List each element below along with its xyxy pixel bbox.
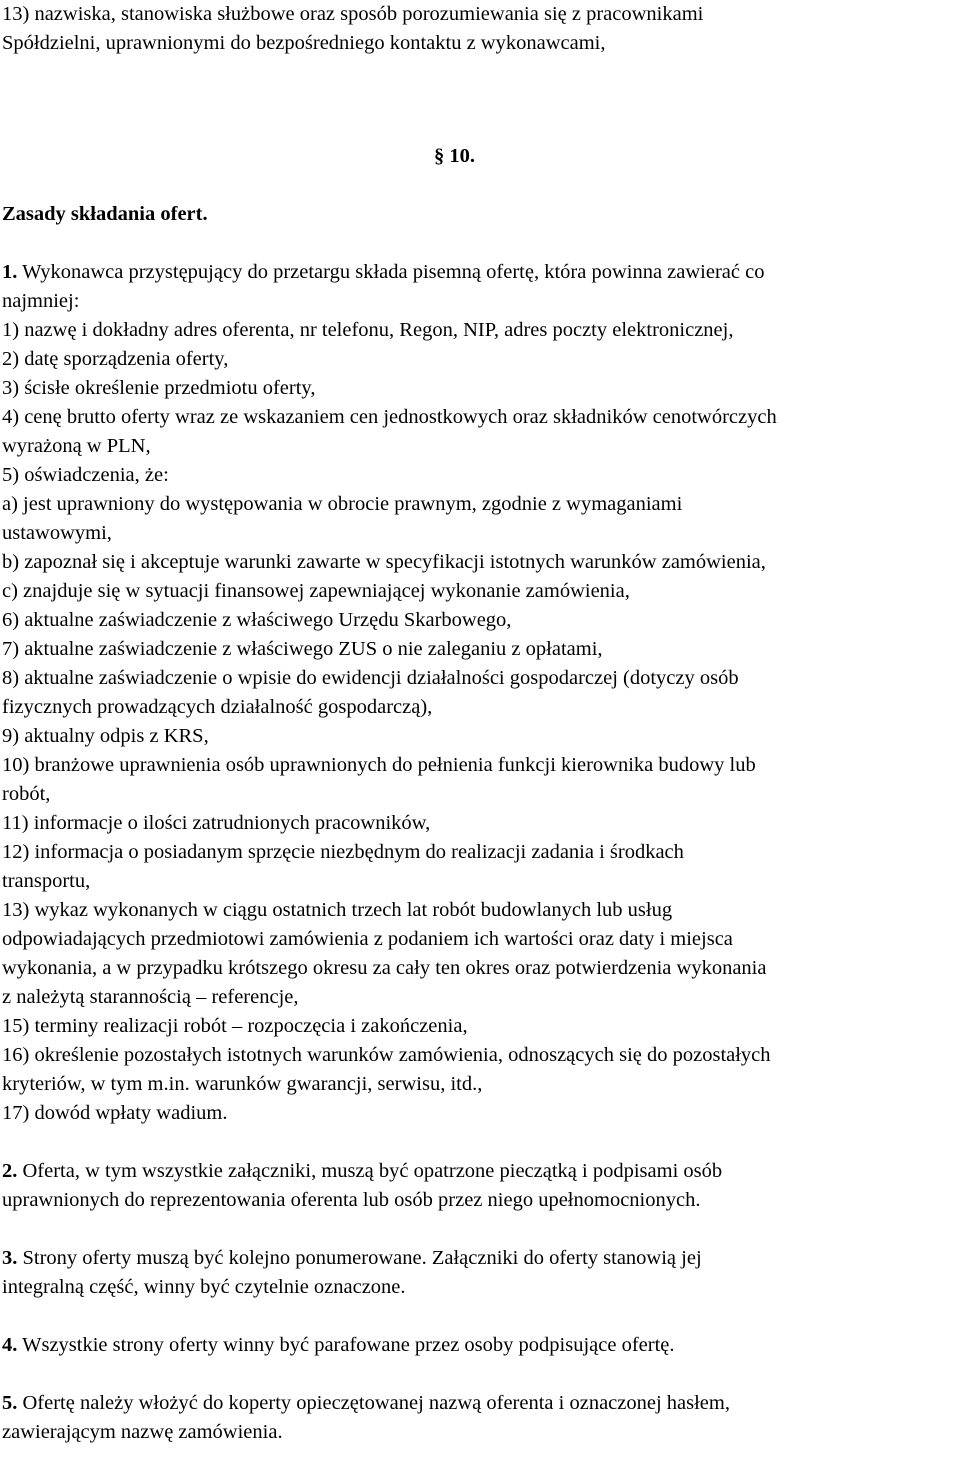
paragraph-line (2, 548, 958, 577)
paragraph-text: odpowiadających przedmiotowi zamówienia z podaniem ich wartości oraz daty i miejsca (2, 928, 733, 950)
paragraph-line (2, 925, 958, 954)
paragraph-line (2, 722, 958, 751)
paragraph-line (2, 1041, 958, 1070)
paragraph-text: zawierającym nazwę zamówienia. (2, 1421, 283, 1443)
paragraph-line (2, 1099, 958, 1128)
paragraph-line (2, 316, 958, 345)
paragraph-text: 7) aktualne zaświadczenie z właściwego ZUS o nie zaleganiu z opłatami, (2, 638, 603, 660)
paragraph-line (2, 258, 958, 287)
paragraph-text: wykonania, a w przypadku krótszego okresu za cały ten okres oraz potwierdzenia wykonania (2, 957, 767, 979)
paragraph-text: Strony oferty muszą być kolejno ponumerowane. Załączniki do oferty stanowią jej (17, 1247, 702, 1269)
paragraph-3 (2, 1244, 958, 1302)
paragraph-1 (2, 258, 958, 1128)
paragraph-text: robót, (2, 783, 51, 805)
paragraph-text: 13) wykaz wykonanych w ciągu ostatnich trzech lat robót budowlanych lub usług (2, 899, 673, 921)
paragraph-text: uprawnionych do reprezentowania oferenta lub osób przez niego upełnomocnionych. (2, 1189, 701, 1211)
paragraph-line (2, 751, 958, 780)
paragraph-text: 17) dowód wpłaty wadium. (2, 1102, 228, 1124)
paragraph-text: fizycznych prowadzących działalność gospodarczą), (2, 696, 433, 718)
paragraph-text: 11) informacje o ilości zatrudnionych pracowników, (2, 812, 431, 834)
paragraph-line (2, 867, 958, 896)
paragraph-text: integralną część, winny być czytelnie oznaczone. (2, 1276, 406, 1298)
paragraph-line (2, 1389, 958, 1418)
paragraph-5 (2, 1389, 958, 1447)
paragraph-line (2, 635, 958, 664)
paragraph-line (2, 1418, 958, 1447)
paragraph-text: kryteriów, w tym m.in. warunków gwarancji, serwisu, itd., (2, 1073, 483, 1095)
paragraph-text: 6) aktualne zaświadczenie z właściwego Urzędu Skarbowego, (2, 609, 512, 631)
paragraph-number: 1. (2, 261, 18, 283)
paragraph-line (2, 1186, 958, 1215)
paragraph-number: 3. (2, 1247, 18, 1269)
paragraph-line (2, 1273, 958, 1302)
paragraph-line (2, 1244, 958, 1273)
paragraph-text: 15) terminy realizacji robót – rozpoczęcia i zakończenia, (2, 1015, 468, 1037)
paragraph-line (2, 403, 958, 432)
intro-line: Spółdzielni, uprawnionymi do bezpośredniego kontaktu z wykonawcami, (2, 32, 606, 54)
paragraph-line (2, 1331, 958, 1360)
paragraph-text: 9) aktualny odpis z KRS, (2, 725, 209, 747)
paragraph-text: a) jest uprawniony do występowania w obrocie prawnym, zgodnie z wymaganiami (2, 493, 683, 515)
paragraph-line (2, 345, 958, 374)
paragraph-2 (2, 1157, 958, 1215)
paragraph-text: 4) cenę brutto oferty wraz ze wskazaniem cen jednostkowych oraz składników cenotwórczych (2, 406, 777, 428)
paragraph-text: Wszystkie strony oferty winny być parafowane przez osoby podpisujące ofertę. (17, 1334, 675, 1356)
paragraph-text: Wykonawca przystępujący do przetargu składa pisemną ofertę, która powinna zawierać co (17, 261, 765, 283)
paragraph-line (2, 954, 958, 983)
paragraph-line (2, 461, 958, 490)
paragraph-text: Ofertę należy włożyć do koperty opieczętowanej nazwą oferenta i oznaczonej hasłem, (17, 1392, 730, 1414)
paragraph-line (2, 374, 958, 403)
paragraph-text: 10) branżowe uprawnienia osób uprawnionych do pełnienia funkcji kierownika budowy lub (2, 754, 756, 776)
paragraph-line (2, 577, 958, 606)
paragraph-line (2, 432, 958, 461)
paragraph-text: 12) informacja o posiadanym sprzęcie niezbędnym do realizacji zadania i środkach (2, 841, 684, 863)
paragraph-line (2, 287, 958, 316)
paragraph-text: 2) datę sporządzenia oferty, (2, 348, 229, 370)
paragraph-text: 5) oświadczenia, że: (2, 464, 169, 486)
paragraph-text: c) znajduje się w sytuacji finansowej zapewniającej wykonanie zamówienia, (2, 580, 630, 602)
paragraph-line (2, 606, 958, 635)
paragraph-number: 5. (2, 1392, 18, 1414)
paragraph-list (2, 258, 958, 1476)
paragraph-text: b) zapoznał się i akceptuje warunki zawarte w specyfikacji istotnych warunków zamówienia, (2, 551, 766, 573)
paragraph-line (2, 490, 958, 519)
paragraph-text: najmniej: (2, 290, 80, 312)
paragraph-text: transportu, (2, 870, 91, 892)
paragraph-number: 2. (2, 1160, 18, 1182)
paragraph-line (2, 1157, 958, 1186)
paragraph-text: z należytą starannością – referencje, (2, 986, 299, 1008)
section-number: § 10. (434, 145, 475, 167)
intro-line: 13) nazwiska, stanowiska służbowe oraz sposób porozumiewania się z pracownikami (2, 3, 704, 25)
paragraph-line (2, 983, 958, 1012)
paragraph-line (2, 664, 958, 693)
paragraph-text: 8) aktualne zaświadczenie o wpisie do ewidencji działalności gospodarczej (dotyczy osób (2, 667, 739, 689)
paragraph-line (2, 693, 958, 722)
paragraph-text: wyrażoną w PLN, (2, 435, 151, 457)
paragraph-line (2, 896, 958, 925)
section-title: Zasady składania ofert. (2, 203, 208, 225)
paragraph-number: 4. (2, 1334, 18, 1356)
paragraph-4 (2, 1331, 958, 1360)
paragraph-line (2, 1070, 958, 1099)
paragraph-text: 16) określenie pozostałych istotnych warunków zamówienia, odnoszących się do pozostałych (2, 1044, 771, 1066)
intro-text (2, 0, 958, 58)
paragraph-line (2, 809, 958, 838)
paragraph-text: 1) nazwę i dokładny adres oferenta, nr telefonu, Regon, NIP, adres poczty elektronicznej, (2, 319, 734, 341)
paragraph-text: ustawowymi, (2, 522, 112, 544)
paragraph-line (2, 780, 958, 809)
paragraph-line (2, 519, 958, 548)
paragraph-line (2, 1012, 958, 1041)
paragraph-line (2, 838, 958, 867)
paragraph-text: 3) ścisłe określenie przedmiotu oferty, (2, 377, 316, 399)
paragraph-text: Oferta, w tym wszystkie załączniki, muszą być opatrzone pieczątką i podpisami osób (17, 1160, 723, 1182)
